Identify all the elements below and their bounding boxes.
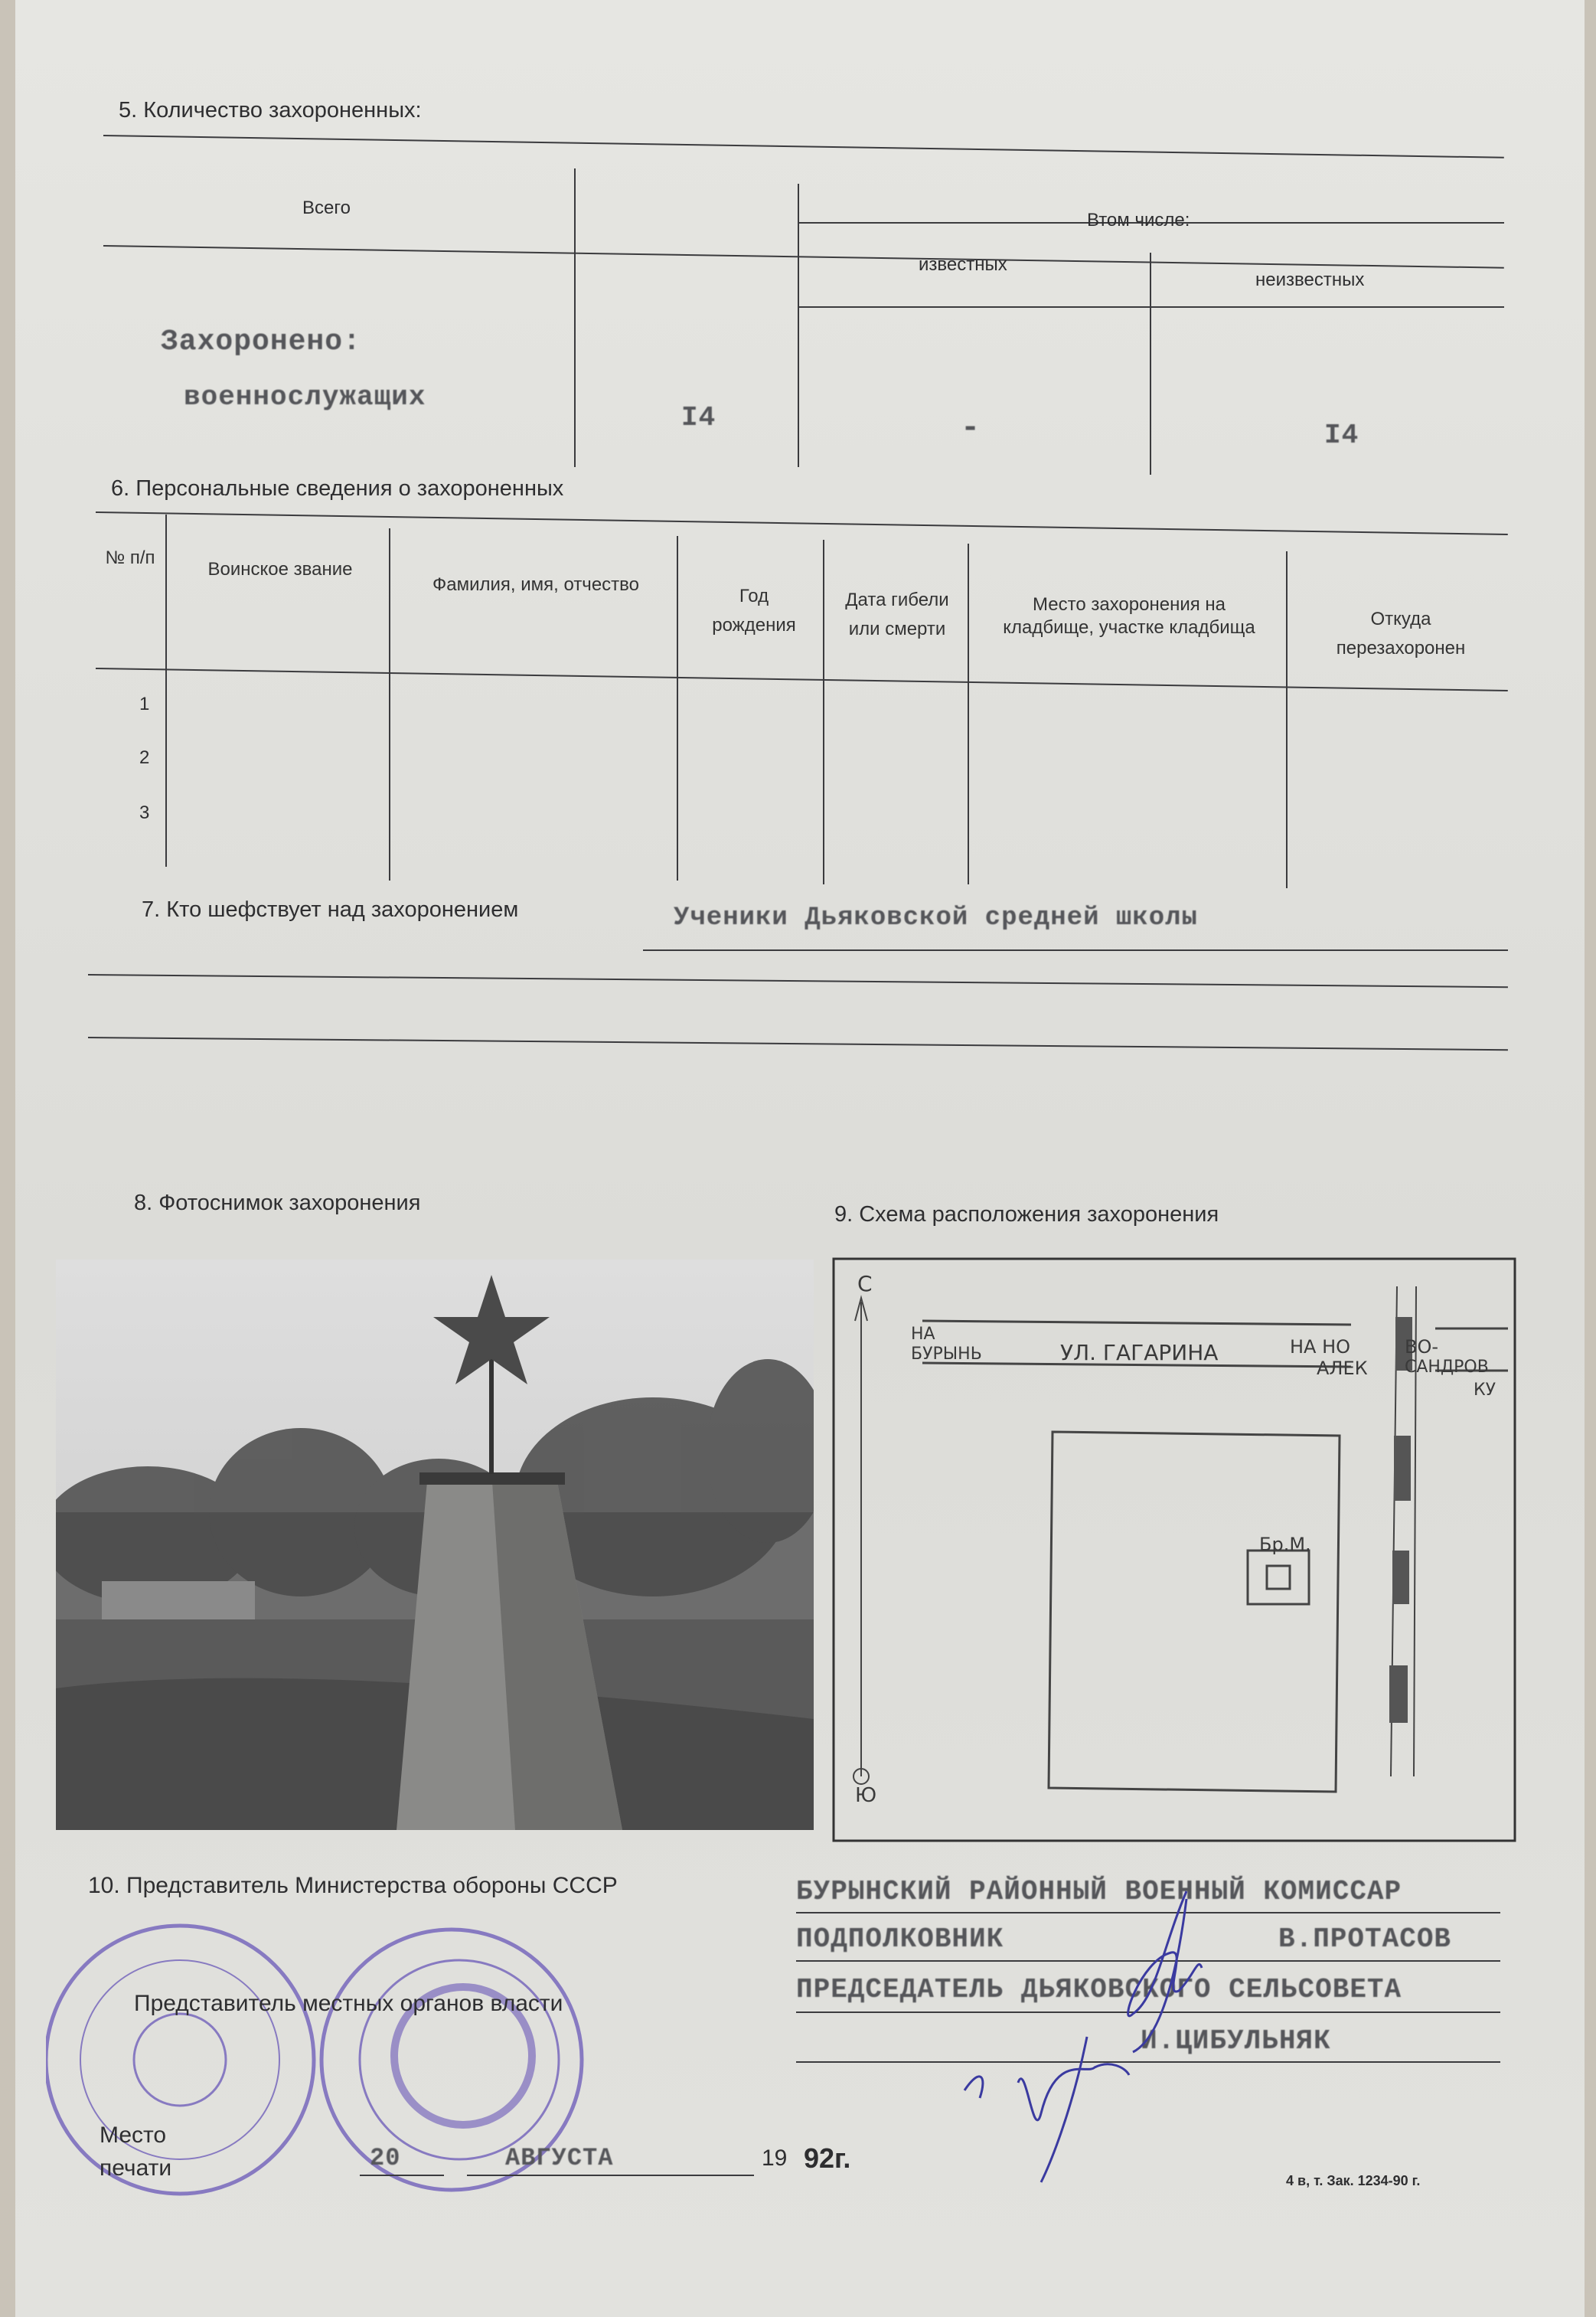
table6-top-line	[96, 511, 1508, 535]
signer-rank: ПОДПОЛКОВНИК	[796, 1923, 1004, 1955]
col-number: № п/п	[105, 547, 155, 568]
line	[467, 2175, 754, 2176]
value-known: -	[961, 410, 981, 446]
value-unknown: I4	[1324, 420, 1359, 451]
row-number: 1	[139, 694, 150, 714]
signer-line-3: ПРЕДСЕДАТЕЛЬ ДЬЯКОВСКОГО СЕЛЬСОВЕТА	[796, 1974, 1402, 2005]
row-label-1: Захоронено:	[161, 325, 361, 358]
section6-title: 6. Персональные сведения о захороненных	[111, 476, 564, 501]
right-road-2: АЛЕК	[1317, 1358, 1368, 1379]
seal-place-1: Место	[100, 2123, 167, 2148]
col-reburied-from: Откуда перезахоронен	[1336, 609, 1466, 658]
table5-header-line	[103, 245, 1504, 269]
header-unknown: неизвестных	[1255, 270, 1365, 290]
date-day: 20	[370, 2144, 401, 2172]
header-known: известных	[919, 254, 1007, 275]
col-burial-place: Место захоронения на кладбище, участке кладбища	[1003, 594, 1255, 638]
table5-col	[574, 168, 576, 467]
date-month: АВГУСТА	[505, 2144, 614, 2172]
col-birth-year: Год рождения	[712, 586, 796, 636]
line	[88, 1037, 1508, 1051]
table6-col	[823, 540, 824, 884]
patron-value: Ученики Дьяковской средней школы	[674, 904, 1198, 933]
col-name: Фамилия, имя, отчество	[432, 574, 639, 595]
local-rep-label: Представитель местных органов власти	[134, 1991, 563, 2016]
signer-name-1: В.ПРОТАСОВ	[1278, 1923, 1452, 1955]
header-including: Втом числе:	[1087, 210, 1190, 230]
table5-col	[1150, 253, 1151, 475]
table6-col	[968, 544, 969, 884]
section5-title: 5. Количество захороненных:	[119, 98, 422, 123]
table6-header-line	[96, 668, 1508, 691]
section10-title: 10. Представитель Министерства обороны СССР	[88, 1873, 618, 1898]
signer-line-1: БУРЫНСКИЙ РАЙОННЫЙ ВОЕННЫЙ КОМИССАР	[796, 1876, 1402, 1907]
row-label-2: военнослужащих	[184, 381, 426, 413]
section7-label: 7. Кто шефствует над захоронением	[142, 897, 519, 922]
seal-place-2: печати	[100, 2155, 172, 2181]
date-year-prefix: 19	[762, 2145, 788, 2171]
col-death-date: Дата гибели или смерти	[845, 590, 949, 639]
signer-name-2: И.ЦИБУЛЬНЯК	[1141, 2025, 1331, 2057]
section9-title: 9. Схема расположения захоронения	[834, 1202, 1219, 1227]
table6-col	[677, 536, 678, 881]
col-rank: Воинское звание	[207, 559, 353, 580]
right-road-4: САНДРОВ	[1405, 1358, 1489, 1377]
left-road-label: НА БУРЫНЬ	[911, 1325, 982, 1364]
row-number: 2	[139, 747, 150, 768]
print-note: 4 в, т. Зак. 1234-90 г.	[1286, 2173, 1421, 2188]
line	[88, 974, 1508, 988]
table5-top-line	[103, 135, 1504, 158]
section8-title: 8. Фотоснимок захоронения	[134, 1191, 421, 1215]
south-label: Ю	[855, 1784, 877, 1807]
line	[360, 2175, 444, 2176]
document-sheet	[15, 0, 1585, 2317]
row-number: 3	[139, 802, 150, 823]
table6-col	[1286, 551, 1288, 888]
north-label: С	[857, 1271, 873, 1296]
table6-col	[165, 515, 167, 867]
header-total: Всего	[302, 198, 351, 218]
table6-col	[389, 528, 390, 881]
burial-photo	[56, 1260, 814, 1830]
right-road-1: НА НО	[1290, 1336, 1351, 1358]
table5-col	[798, 184, 799, 467]
street-label: УЛ. ГАГАРИНА	[1060, 1340, 1219, 1365]
right-road-3: ВО-	[1405, 1336, 1439, 1358]
signature	[934, 1884, 1286, 2205]
grave-label: Бр.М.	[1259, 1534, 1311, 1555]
right-road-5: КУ	[1474, 1381, 1496, 1400]
value-total: I4	[681, 402, 716, 433]
date-year-suffix: 92г.	[804, 2142, 851, 2174]
line	[643, 949, 1508, 951]
